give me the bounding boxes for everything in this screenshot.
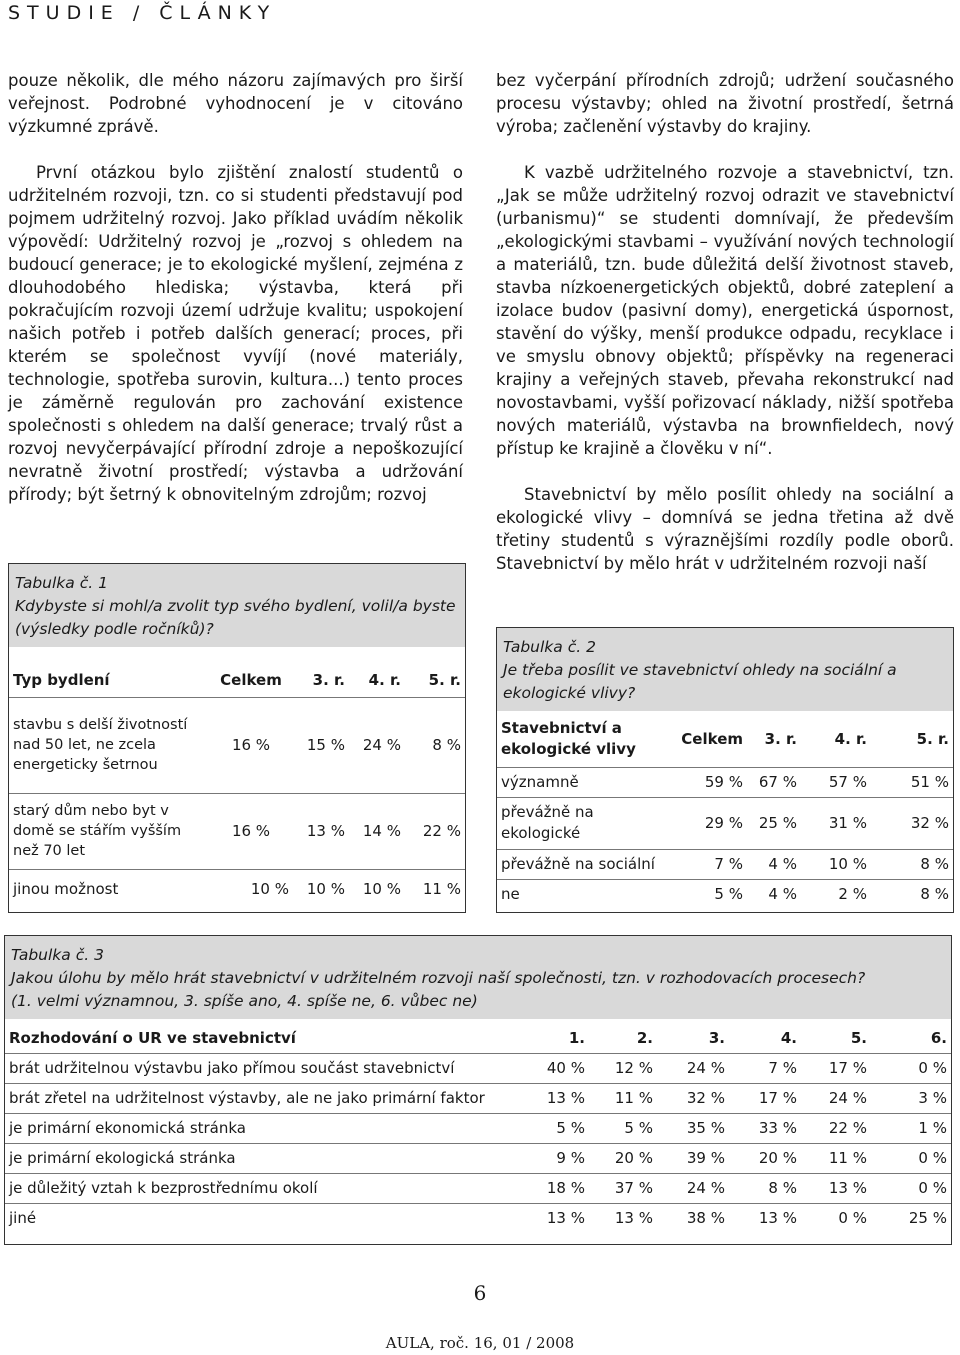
table-3 <box>5 1023 951 1233</box>
table-1-header: Typ bydlení <box>9 663 209 697</box>
table-row: převážně na sociální 7 % 4 % 10 % 8 % <box>497 849 953 879</box>
table-1-header: 4. r. <box>349 663 405 697</box>
table-2-header: 3. r. <box>747 711 801 767</box>
table-row: významně 59 % 67 % 57 % 51 % <box>497 767 953 797</box>
table-3-question: Jakou úlohu by mělo hrát stavebnictví v udržitelném rozvoji naší společnosti, tzn. v rozhodovacích procesech? <box>11 969 866 987</box>
table-3-scale: (1. velmi významnou, 3. spíše ano, 4. spíše ne, 6. vůbec ne) <box>11 992 478 1010</box>
page-number: 6 <box>473 1281 487 1305</box>
right-paragraph-2: K vazbě udržitelného rozvoje a stavebnictví, tzn. „Jak se může udržitelný rozvoj odrazit ve stavebnictví (urbanismu)“ se studenti domnívají, že především „ekologickými stavbami – využívání nových technologií a materiálů, tzn. bude důležitá delší životnost staveb, stavba nízkoenergetických objektů, dobré zateplení a izolace budov (pasivní domy), energetická úspornost, stavění do výšky, menší produkce odpadu, recyklace i ve smyslu obnovy objektů; příspěvky na regeneraci krajiny a veřejných staveb, převaha rekonstrukcí nad novostavbami, vyšší pořizovací náklady, nižší spotřeba nových materiálů, výstavba na brownfieldech, nový přístup ke krajině a člověku v ní“. <box>496 163 954 458</box>
table-1-caption <box>9 564 465 647</box>
right-paragraph-1: bez vyčerpání přírodních zdrojů; udržení současného procesu výstavby; ohled na životní prostředí, šetrná výroba; začlenění výstavby do krajiny. <box>496 71 954 136</box>
table-3-header: 6. <box>871 1023 951 1053</box>
table-row: převážně na ekologické 29 % 25 % 31 % 32 % <box>497 797 953 849</box>
table-2-box <box>496 627 954 913</box>
table-2-header: 5. r. <box>871 711 953 767</box>
table-1-box <box>8 563 466 913</box>
table-row: ne 5 % 4 % 2 % 8 % <box>501 885 949 904</box>
table-row: brát zřetel na udržitelnost výstavby, ale ne jako primární faktor 13 % 11 % 32 % 17 % 24 % 3 % <box>5 1083 951 1113</box>
table-1-header: 5. r. <box>405 663 465 697</box>
table-3-header: 5. <box>801 1023 871 1053</box>
table-3-header: 2. <box>589 1023 657 1053</box>
table-1 <box>9 663 465 909</box>
table-2-header: 4. r. <box>801 711 871 767</box>
table-1-header: 3. r. <box>293 663 349 697</box>
table-1-question: Kdybyste si mohl/a zvolit typ svého bydlení, volil/a byste (výsledky podle ročníků)? <box>15 597 456 638</box>
table-row: jiné 13 % 13 % 38 % 13 % 0 % 25 % <box>9 1209 947 1228</box>
footer: AULA, roč. 16, 01 / 2008 <box>385 1334 575 1352</box>
table-2-question: Je třeba posílit ve stavebnictví ohledy na sociální a ekologické vlivy? <box>503 661 897 702</box>
table-row: brát udržitelnou výstavbu jako přímou součást stavebnictví 40 % 12 % 24 % 7 % 17 % 0 % <box>5 1053 951 1083</box>
table-2-label: Tabulka č. 2 <box>503 638 596 656</box>
left-paragraph-2: První otázkou bylo zjištění znalostí studentů o udržitelném rozvoji, tzn. co si studenti představují pod pojmem udržitelný rozvoj. Jako příklad uvádím několik výpovědí: Udržitelný rozvoj je „rozvoj s ohledem na budoucí generace; je to ekologické myšlení, zejména z dlouhodobého hlediska; výstavba, která při pokračujícím rozvoji území udržuje kvalitu; uspokojení našich potřeb i potřeb dalších generací; proces, při kterém se společnost vyvíjí (nové materiály, technologie, spotřeba surovin, kultura...) tento proces je záměrně regulován pro zachování existence společnosti s ohledem na další generace; trvalý růst a rozvoj nevyčerpávající přírodní zdroje a nepoškozující nevratně životní prostředí; výstavba a udržování přírody; být šetrný k obnovitelným zdrojům; rozvoj <box>8 163 463 504</box>
table-row: jinou možnost 10 % 10 % 10 % 11 % <box>13 880 461 899</box>
table-2-caption <box>497 628 953 711</box>
table-3-header: 4. <box>729 1023 801 1053</box>
table-2 <box>497 711 953 909</box>
table-2-header: Stavebnictví a ekologické vlivy <box>497 711 667 767</box>
table-2-header: Celkem <box>667 711 747 767</box>
table-3-header: 1. <box>525 1023 589 1053</box>
table-row: je primární ekologická stránka 9 % 20 % 39 % 20 % 11 % 0 % <box>5 1143 951 1173</box>
table-3-caption <box>5 936 951 1019</box>
table-row: je důležitý vztah k bezprostřednímu okolí 18 % 37 % 24 % 8 % 13 % 0 % <box>5 1173 951 1203</box>
section-label: STUDIE / ČLÁNKY <box>8 2 277 24</box>
table-3-label: Tabulka č. 3 <box>11 946 104 964</box>
right-paragraph-3: Stavebnictví by mělo posílit ohledy na sociální a ekologické vlivy – domnívá se jedna třetina až dvě třetiny studentů s výraznějšími rozdíly podle oborů. Stavebnictví by mělo hrát v udržitelném rozvoji naší <box>496 485 954 573</box>
left-paragraph-1: pouze několik, dle mého názoru zajímavých pro širší veřejnost. Podrobné vyhodnocení je v citováno výzkumné zprávě. <box>8 71 463 136</box>
table-row: starý dům nebo byt v domě se stářím vyšším než 70 let 16 % 13 % 14 % 22 % <box>9 793 465 869</box>
table-row: je primární ekonomická stránka 5 % 5 % 35 % 33 % 22 % 1 % <box>5 1113 951 1143</box>
table-1-label: Tabulka č. 1 <box>15 574 108 592</box>
table-3-box <box>4 935 952 1245</box>
left-column <box>8 69 463 506</box>
table-3-header: 3. <box>657 1023 729 1053</box>
table-1-header: Celkem <box>209 663 293 697</box>
table-3-header: Rozhodování o UR ve stavebnictví <box>5 1023 525 1053</box>
right-column <box>496 69 954 575</box>
table-row: stavbu s delší životností nad 50 let, ne zcela energeticky šetrnou 16 % 15 % 24 % 8 % <box>9 697 465 793</box>
